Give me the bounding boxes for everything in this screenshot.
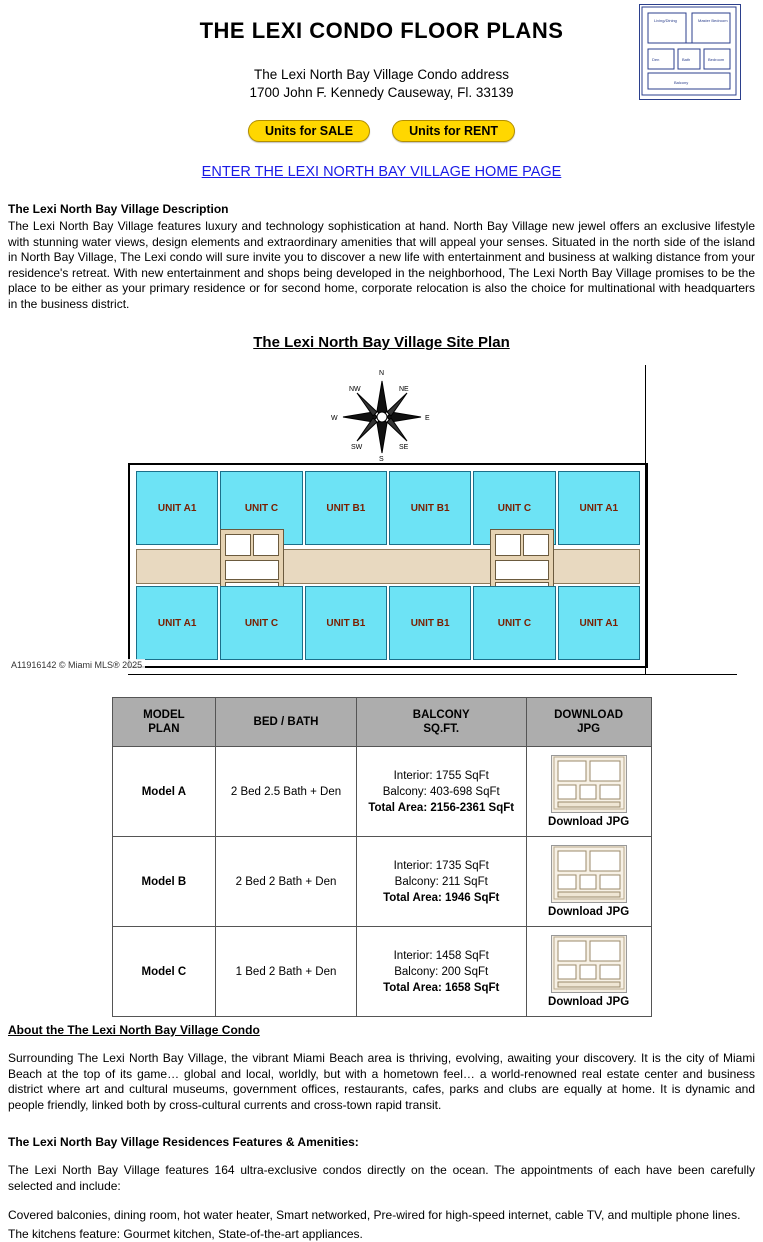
compass-label-nw: NW [349, 386, 361, 393]
balcony-sqft: Balcony: 403-698 SqFt [363, 784, 520, 800]
cell-bed-bath: 1 Bed 2 Bath + Den [216, 927, 357, 1017]
siteplan-heading: The Lexi North Bay Village Site Plan [8, 334, 755, 351]
floorplan-thumbnail-icon [639, 4, 741, 100]
corridor-band [136, 549, 640, 584]
download-jpg-link[interactable]: Download JPG [548, 906, 629, 918]
compass-label-ne: NE [399, 386, 409, 393]
unit-cell: UNIT A1 [136, 471, 218, 545]
table-row [112, 927, 651, 1017]
description-body: The Lexi North Bay Village features luxury and technology sophistication at hand. North Bay Village new jewel offers an exclusive lifestyle with stunning water views, design elements and extraordinary amenities that will appeal your senses. Situated in the north side of the island in North Bay Village, The Lexi condo will sure invite you to discover a new life with entertainment and business at walking distance from your residence's retreat. With new entertainment and shops being developed in the neighborhood, The Lexi North Bay Village promises to be the place to be either as your primary residence or for second home, corporate relocation is also the choice for multinational with headquarters in the business district. [8, 219, 755, 312]
features-heading: The Lexi North Bay Village Residences Features & Amenities: [8, 1135, 755, 1149]
total-area: Total Area: 2156-2361 SqFt [363, 800, 520, 816]
compass-rose-icon [327, 367, 437, 463]
column-header-balcony-sqft: BALCONY SQ.FT. [356, 698, 526, 747]
plan-axis-horizontal [128, 674, 737, 675]
features-list-line-1: Covered balconies, dining room, hot water heater, Smart networked, Pre-wired for high-speed internet, cable TV, and multiple phone lines. [8, 1208, 755, 1224]
compass-label-e: E [425, 415, 430, 422]
cell-model-name: Model A [112, 747, 216, 837]
unit-cell: UNIT C [220, 586, 302, 660]
svg-text:Den: Den [652, 57, 659, 62]
table-row [112, 747, 651, 837]
cell-model-name: Model B [112, 837, 216, 927]
svg-text:Balcony: Balcony [674, 80, 688, 85]
address-line-1: The Lexi North Bay Village Condo address [0, 66, 763, 84]
features-list-line-2: The kitchens feature: Gourmet kitchen, State-of-the-art appliances. [8, 1227, 755, 1242]
unit-filter-buttons [0, 120, 763, 142]
cell-download[interactable] [526, 747, 651, 837]
interior-sqft: Interior: 1735 SqFt [363, 858, 520, 874]
enter-home-page-link[interactable]: ENTER THE LEXI NORTH BAY VILLAGE HOME PAGE [0, 164, 763, 180]
column-header-bed-bath: BED / BATH [216, 698, 357, 747]
compass-label-se: SE [399, 444, 409, 451]
compass-label-s: S [379, 456, 384, 463]
balcony-sqft: Balcony: 211 SqFt [363, 874, 520, 890]
svg-text:Bedroom: Bedroom [708, 57, 725, 62]
features-body: The Lexi North Bay Village features 164 ultra-exclusive condos directly on the ocean. The appointments of each have been carefully selected and include: [8, 1163, 755, 1194]
address-line-2: 1700 John F. Kennedy Causeway, Fl. 33139 [0, 84, 763, 102]
download-jpg-link[interactable]: Download JPG [548, 816, 629, 828]
compass-label-n: N [379, 370, 384, 377]
cell-balcony [356, 927, 526, 1017]
svg-text:Bath: Bath [682, 57, 690, 62]
total-area: Total Area: 1946 SqFt [363, 890, 520, 906]
plan-axis-vertical [645, 365, 646, 675]
unit-cell: UNIT C [220, 471, 302, 545]
unit-row-bottom [136, 586, 640, 660]
table-header-row [112, 698, 651, 747]
unit-cell: UNIT B1 [305, 586, 387, 660]
compass-label-sw: SW [351, 444, 363, 451]
floorplan-thumbnail-icon[interactable] [551, 755, 627, 813]
unit-cell: UNIT A1 [558, 586, 640, 660]
mls-watermark: A11916142 © Miami MLS® 2025 [8, 659, 145, 671]
svg-text:Living/Dining: Living/Dining [654, 18, 677, 23]
units-for-rent-button[interactable]: Units for RENT [392, 120, 515, 142]
unit-cell: UNIT C [473, 471, 555, 545]
cell-balcony [356, 837, 526, 927]
table-row [112, 837, 651, 927]
balcony-sqft: Balcony: 200 SqFt [363, 964, 520, 980]
interior-sqft: Interior: 1458 SqFt [363, 948, 520, 964]
cell-download[interactable] [526, 837, 651, 927]
interior-sqft: Interior: 1755 SqFt [363, 768, 520, 784]
description-heading: The Lexi North Bay Village Description [8, 202, 755, 216]
compass-label-w: W [331, 415, 338, 422]
cell-balcony [356, 747, 526, 837]
column-header-model-plan: MODEL PLAN [112, 698, 216, 747]
cell-model-name: Model C [112, 927, 216, 1017]
siteplan-figure [8, 357, 755, 679]
page-title: THE LEXI CONDO FLOOR PLANS [0, 12, 763, 44]
column-header-download-jpg: DOWNLOAD JPG [526, 698, 651, 747]
model-plans-table [112, 697, 652, 1017]
floorplan-thumbnail-icon[interactable] [551, 935, 627, 993]
cell-bed-bath: 2 Bed 2.5 Bath + Den [216, 747, 357, 837]
page-content [0, 202, 763, 1242]
unit-cell: UNIT B1 [389, 471, 471, 545]
units-for-sale-button[interactable]: Units for SALE [248, 120, 370, 142]
unit-cell: UNIT B1 [389, 586, 471, 660]
floorplan-thumbnail-icon[interactable] [551, 845, 627, 903]
cell-download[interactable] [526, 927, 651, 1017]
about-body: Surrounding The Lexi North Bay Village, the vibrant Miami Beach area is thriving, evolving, awaiting your discovery. It is the city of Miami Beach at the top of its game… global and local, worldly, but with a hometown feel… a world-renowned real estate center and business district where art and cultural museums, government offices, restaurants, cafes, parks and clubs are equally at home. It is dynamic and people friendly, linked both by cross-cultural currents and cross-town rapid transit. [8, 1051, 755, 1113]
svg-text:Master Bedroom: Master Bedroom [698, 18, 728, 23]
unit-cell: UNIT B1 [305, 471, 387, 545]
download-jpg-link[interactable]: Download JPG [548, 996, 629, 1008]
about-heading: About the The Lexi North Bay Village Condo [8, 1023, 755, 1037]
cell-bed-bath: 2 Bed 2 Bath + Den [216, 837, 357, 927]
building-site-plan [128, 463, 648, 668]
total-area: Total Area: 1658 SqFt [363, 980, 520, 996]
page-header [0, 0, 763, 180]
unit-row-top [136, 471, 640, 545]
unit-cell: UNIT A1 [136, 586, 218, 660]
unit-cell: UNIT C [473, 586, 555, 660]
unit-cell: UNIT A1 [558, 471, 640, 545]
